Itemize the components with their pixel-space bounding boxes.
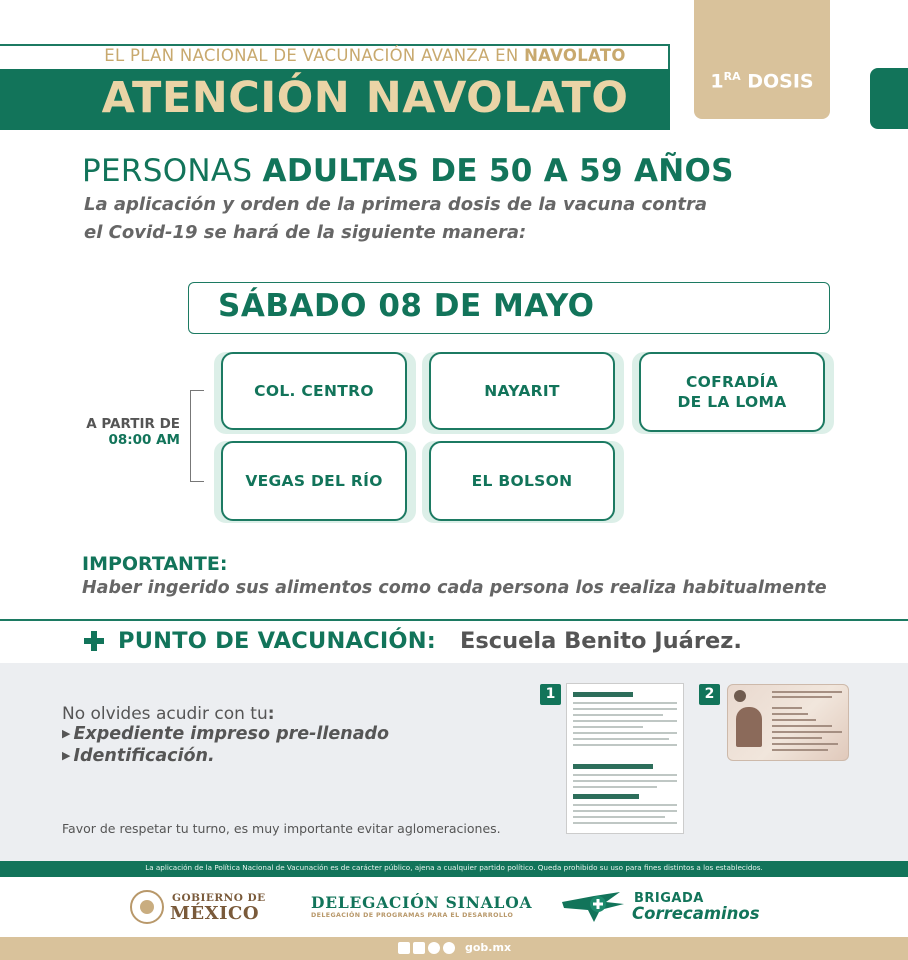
header-subtitle: EL PLAN NACIONAL DE VACUNACIÓN AVANZA EN NAVOLATO	[104, 46, 626, 65]
audience-heading: PERSONAS ADULTAS DE 50 A 59 AÑOS	[82, 153, 734, 189]
triangle-bullet-icon: ▶	[62, 749, 71, 762]
intro-line-2: el Covid-19 se hará de la siguiente manera:	[84, 222, 527, 243]
location-card-vegas: VEGAS DEL RÍO	[221, 441, 407, 521]
step-badge-2: 2	[699, 684, 720, 705]
delegacion-logo-line-2: DELEGACIÓN DE PROGRAMAS PARA EL DESARROLLO	[311, 912, 514, 919]
dose-badge	[694, 0, 830, 119]
decorative-tab	[870, 68, 908, 129]
location-card-cofradia: COFRADÍA DE LA LOMA	[639, 352, 825, 432]
site-link[interactable]: gob.mx	[465, 941, 512, 954]
start-time-label	[70, 416, 180, 448]
time-line-2: 08:00 AM	[108, 432, 180, 448]
requirement-item: ▶ Expediente impreso pre-llenado	[62, 724, 390, 744]
brigada-bird-icon	[560, 888, 626, 926]
location-card-el-bolson: EL BOLSON	[429, 441, 615, 521]
time-line-1: A PARTIR DE	[86, 416, 180, 432]
important-label: IMPORTANTE:	[82, 553, 228, 575]
id-card-image	[727, 684, 849, 761]
requirement-item: ▶ Identificación.	[62, 746, 215, 766]
bracket	[190, 390, 204, 482]
mexico-seal-icon	[130, 890, 164, 924]
location-card-col-centro: COL. CENTRO	[221, 352, 407, 430]
step-badge-1: 1	[540, 684, 561, 705]
instagram-icon[interactable]	[428, 942, 440, 954]
schedule-date: SÁBADO 08 DE MAYO	[218, 288, 595, 324]
vaccination-point-value: Escuela Benito Juárez.	[460, 628, 742, 654]
intro-line-1: La aplicación y orden de la primera dosis de la vacuna contra	[84, 194, 708, 215]
form-document-image	[566, 683, 684, 834]
page-title: ATENCIÓN NAVOLATO	[101, 73, 629, 123]
plus-icon	[84, 631, 104, 651]
important-text: Haber ingerido sus alimentos como cada persona los realiza habitualmente	[82, 578, 827, 598]
id-photo	[736, 707, 762, 747]
requirements-intro: No olvides acudir con tu:	[62, 704, 275, 724]
header-subtitle-place: NAVOLATO	[524, 46, 626, 65]
facebook-icon[interactable]	[398, 942, 410, 954]
social-icons	[398, 942, 455, 954]
dose-label: $1^{RA}$ DOSIS	[710, 70, 814, 93]
vaccination-point-label: PUNTO DE VACUNACIÓN:	[118, 628, 436, 654]
legal-disclaimer: La aplicación de la Política Nacional de Vacunación es de carácter público, ajena a cualquier partido político. Queda prohibido su uso para fines distintos a los establecidos.	[145, 863, 763, 872]
brigada-logo-line-1: BRIGADA	[634, 891, 704, 906]
twitter-icon[interactable]	[413, 942, 425, 954]
gobierno-logo-line-2: MÉXICO	[170, 903, 260, 924]
delegacion-logo-line-1: DELEGACIÓN SINALOA	[311, 893, 533, 912]
gobierno-logo-line-1: GOBIERNO DE	[172, 892, 266, 904]
turn-note: Favor de respetar tu turno, es muy importante evitar aglomeraciones.	[62, 821, 501, 836]
location-card-nayarit: NAYARIT	[429, 352, 615, 430]
triangle-bullet-icon: ▶	[62, 727, 71, 740]
youtube-icon[interactable]	[443, 942, 455, 954]
brigada-logo-line-2: Correcaminos	[632, 904, 760, 923]
id-emblem-icon	[734, 690, 746, 702]
